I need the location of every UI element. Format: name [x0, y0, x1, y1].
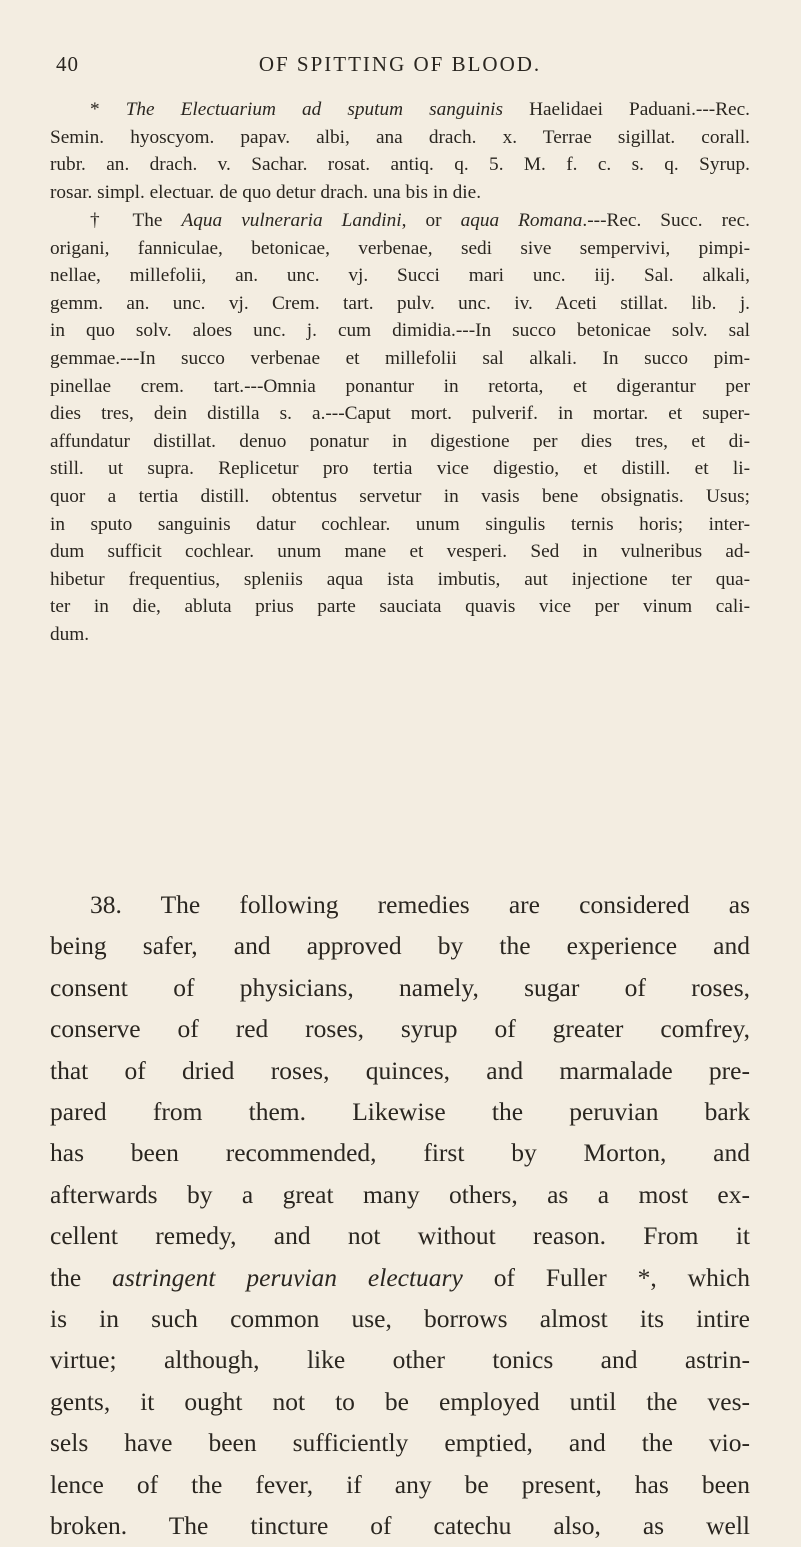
footnote-line: [50, 96, 750, 124]
footnote-title: The Electuarium ad sputum sanguinis: [125, 99, 504, 120]
footnote-line: in sputo sanguinis datur cochlear. unum singulis ternis horis; inter-: [50, 513, 750, 535]
page-header: [50, 52, 750, 82]
main-paragraph: [50, 884, 750, 1547]
footnote-line: in quo solv. aloes unc. j. cum dimidia.---In succo betonicae solv. sal: [50, 320, 750, 342]
footnote-line: hibetur frequentius, spleniis aqua ista imbutis, aut injectione ter qua-: [50, 568, 750, 590]
footnote-line: gemmae.---In succo verbenae et millefolii sal alkali. In succo pim-: [50, 347, 750, 369]
footnote-line: origani, fanniculae, betonicae, verbenae, sedi sive sempervivi, pimpi-: [50, 237, 750, 259]
footnote-line: rubr. an. drach. v. Sachar. rosat. antiq. q. 5. M. f. c. s. q. Syrup.: [50, 154, 750, 176]
footnote-line: [50, 207, 750, 235]
body-line: that of dried roses, quinces, and marmalade pre-: [50, 1055, 750, 1085]
electuary-title: astringent peruvian electuary: [112, 1262, 463, 1292]
body-line: conserve of red roses, syrup of greater comfrey,: [50, 1014, 750, 1044]
body-line: lence of the fever, if any be present, has been: [50, 1469, 750, 1499]
body-line: pared from them. Likewise the peruvian bark: [50, 1097, 750, 1127]
body-line: afterwards by a great many others, as a most ex-: [50, 1179, 750, 1209]
body-line: is in such common use, borrows almost its intire: [50, 1304, 750, 1334]
body-line: cellent remedy, and not without reason. From it: [50, 1221, 750, 1251]
footnote-line: dum.: [50, 623, 90, 645]
body-line: being safer, and approved by the experience and: [50, 931, 750, 961]
footnote-line: still. ut supra. Replicetur pro tertia vice digestio, et distill. et li-: [50, 458, 750, 480]
footnote-marker: *: [90, 99, 100, 120]
footnote-electuarium: [50, 96, 750, 206]
body-line: broken. The tincture of catechu also, as well: [50, 1511, 750, 1541]
body-line: consent of physicians, namely, sugar of roses,: [50, 972, 750, 1002]
running-title: OF SPITTING OF BLOOD.: [258, 52, 542, 76]
footnote-line: dum sufficit cochlear. unum mane et vesperi. Sed in vulneribus ad-: [50, 541, 750, 563]
page-number: 40: [56, 52, 79, 76]
body-line: has been recommended, first by Morton, and: [50, 1138, 750, 1168]
footnote-line: gemm. an. unc. vj. Crem. tart. pulv. unc. iv. Aceti stillat. lib. j.: [50, 292, 750, 314]
footnote-text: .---Rec. Succ. rec.: [582, 210, 750, 231]
footnote-text: Haelidaei Paduani.---Rec.: [503, 99, 750, 120]
body-line: virtue; although, like other tonics and astrin-: [50, 1345, 750, 1375]
footnote-title: Aqua vulneraria Landini: [181, 210, 402, 231]
footnote-text: , or: [401, 210, 442, 231]
body-text: of Fuller *, which: [462, 1262, 750, 1292]
footnote-line: nellae, millefolii, an. unc. vj. Succi mari unc. iij. Sal. alkali,: [50, 265, 750, 287]
footnote-line: dies tres, dein distilla s. a.---Caput mort. pulverif. in mortar. et super-: [50, 403, 750, 425]
footnote-line: quor a tertia distill. obtentus servetur in vasis bene obsignatis. Usus;: [50, 485, 750, 507]
body-line: 38. The following remedies are considered as: [90, 890, 750, 919]
footnote-line: pinellae crem. tart.---Omnia ponantur in retorta, et digerantur per: [50, 375, 750, 397]
body-line: gents, it ought not to be employed until the ves-: [50, 1386, 750, 1416]
body-line: [50, 1257, 750, 1298]
body-text: the: [50, 1262, 113, 1292]
footnote-line: rosar. simpl. electuar. de quo detur drach. una bis in die.: [50, 181, 482, 203]
footnote-aqua-vulneraria: [50, 207, 750, 649]
footnote-line: ter in die, abluta prius parte sauciata quavis vice per vinum cali-: [50, 596, 750, 618]
footnote-title: aqua Romana: [460, 210, 583, 231]
footnote-line: affundatur distillat. denuo ponatur in digestione per dies tres, et di-: [50, 430, 750, 452]
footnote-marker: † The: [90, 210, 163, 231]
body-line: sels have been sufficiently emptied, and the vio-: [50, 1428, 750, 1458]
footnote-line: Semin. hyoscyom. papav. albi, ana drach. x. Terrae sigillat. corall.: [50, 126, 750, 148]
